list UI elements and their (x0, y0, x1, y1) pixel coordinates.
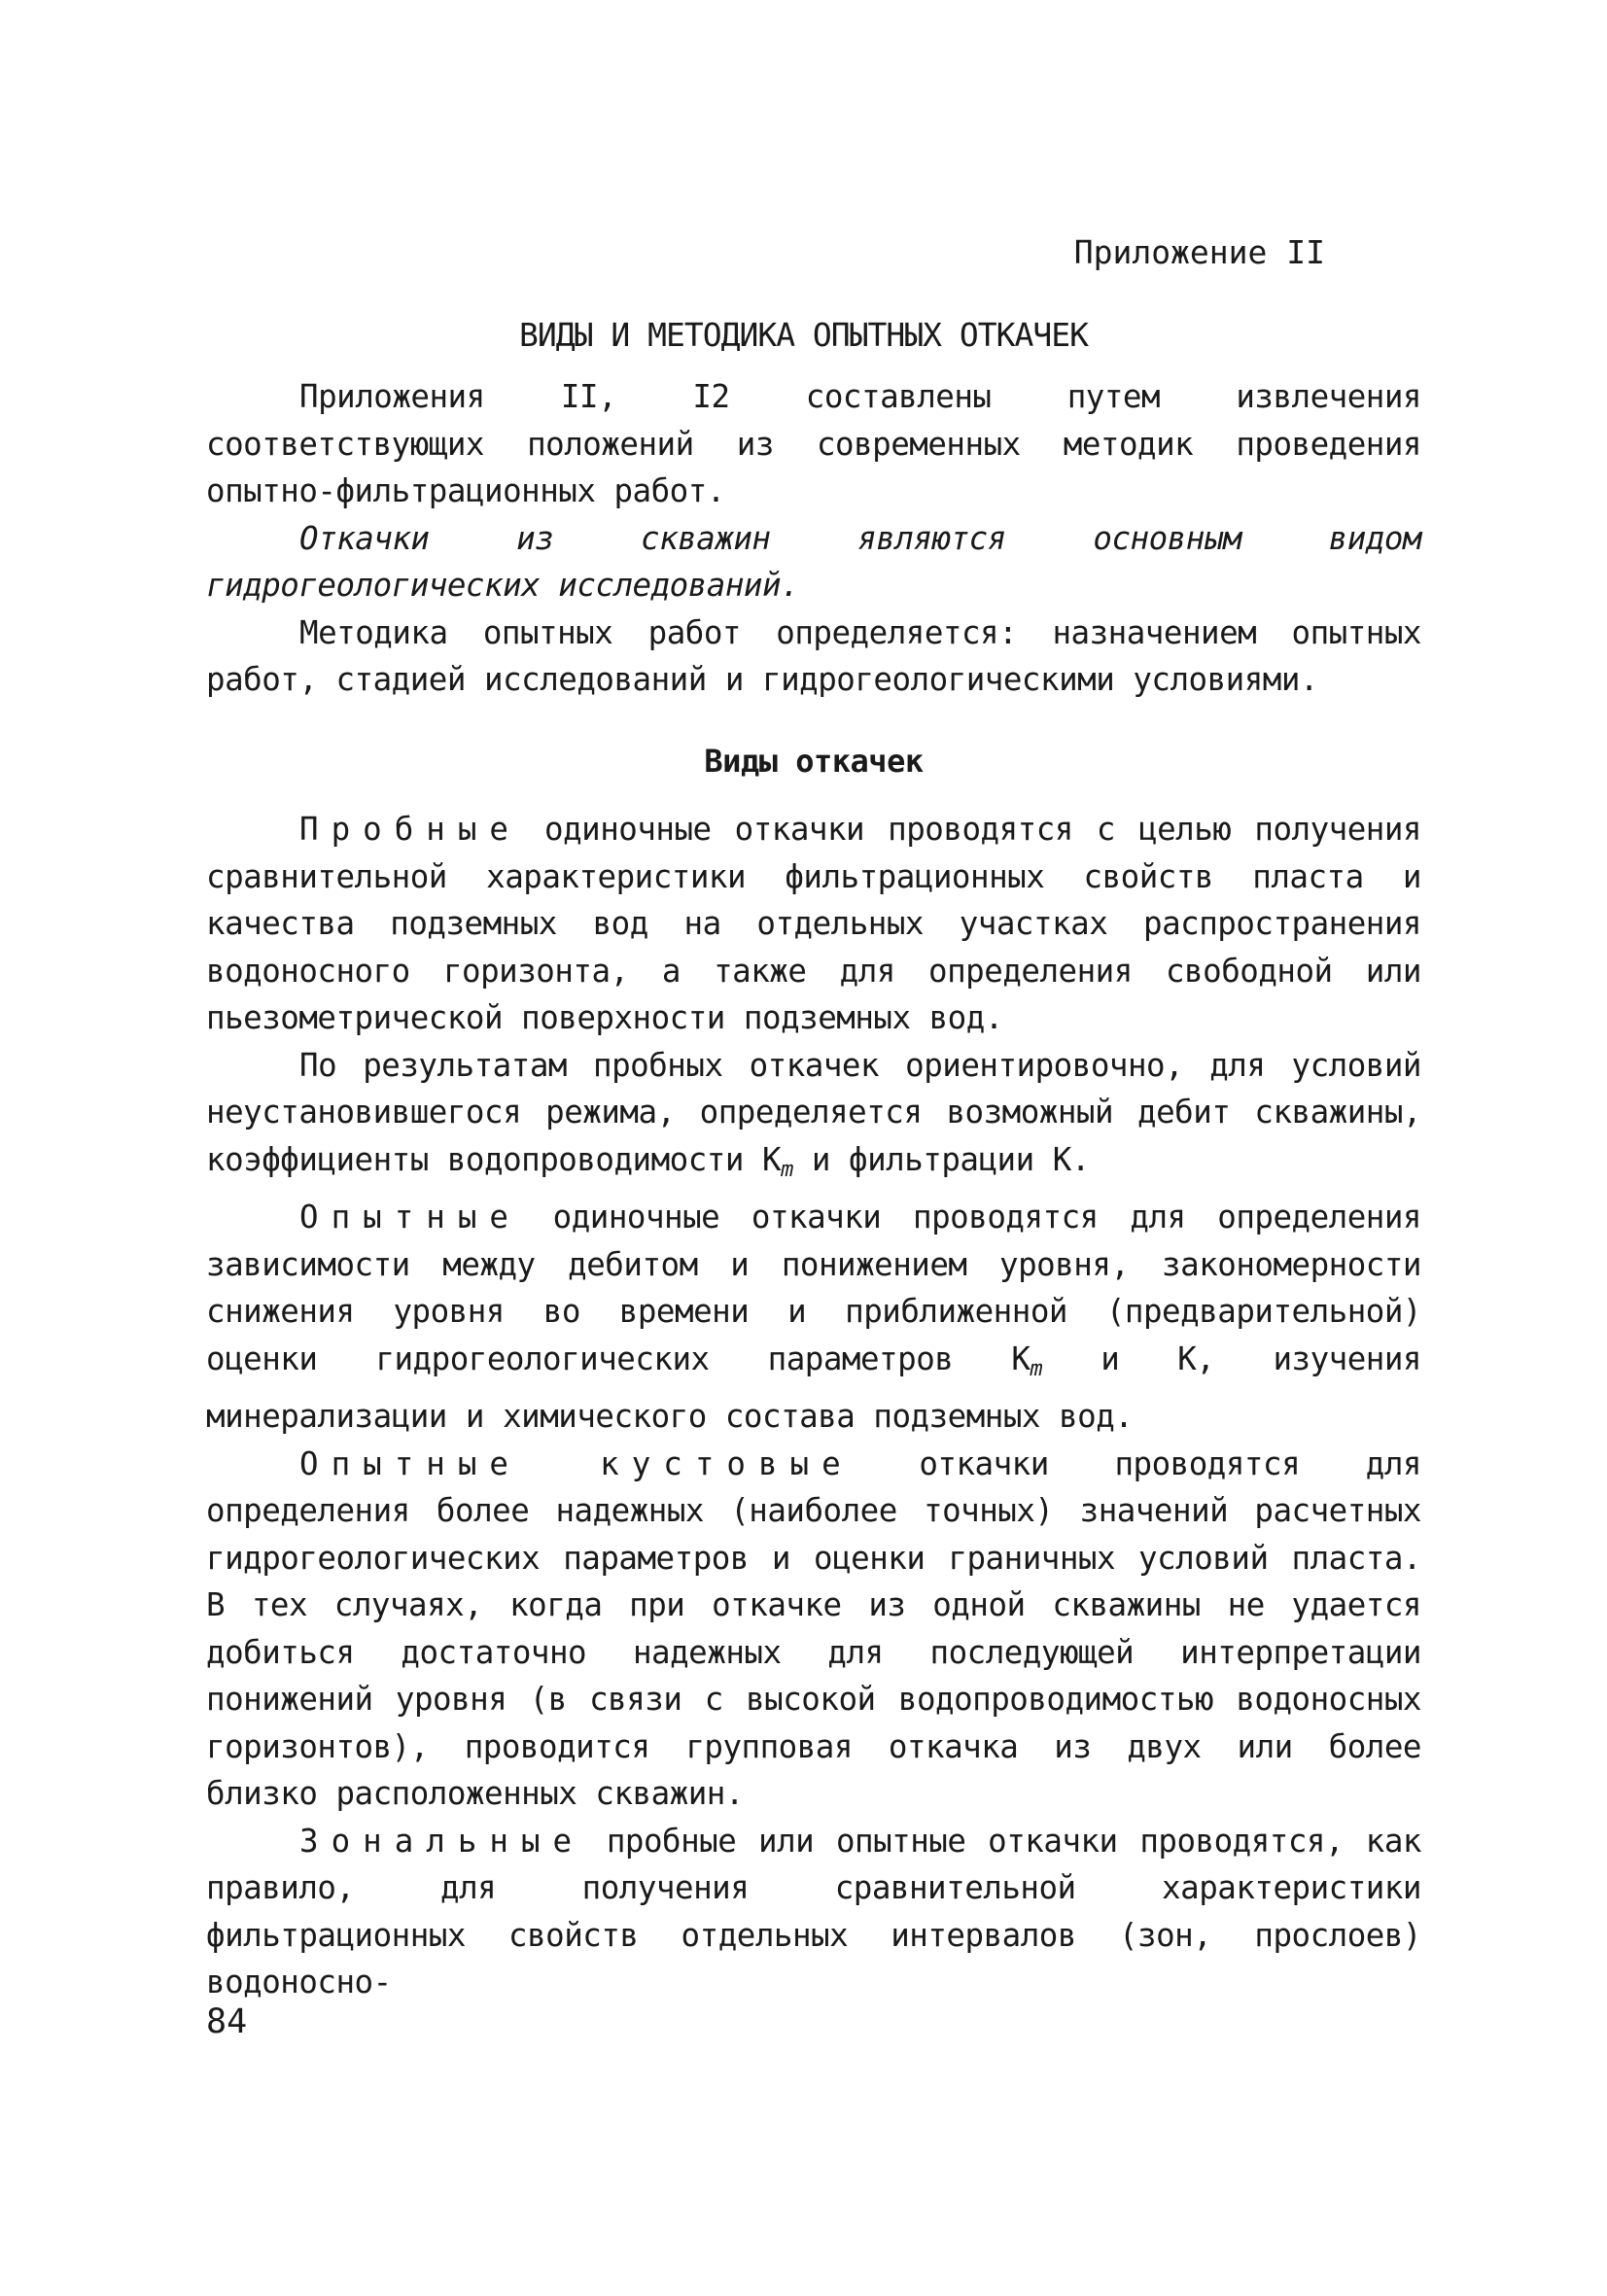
experimental-subscript: m (1030, 1356, 1043, 1381)
cluster-paragraph (206, 1441, 1421, 1818)
trial-paragraph (206, 806, 1421, 1042)
zonal-paragraph (206, 1818, 1421, 2006)
appendix-label: Приложение II (1073, 233, 1325, 271)
cluster-term: Опытные кустовые (299, 1444, 854, 1482)
trial-term: Пробные (299, 811, 521, 848)
zonal-text: пробные или опытные откачки проводятся, как правило, для получения сравнительной характеристики фильтрационных свойств отдельных интервалов (зон, прослоев) водоносно- (206, 1822, 1421, 2000)
intro-paragraph-2 (206, 515, 1421, 609)
intro-paragraph-2-text: Откачки из скважин являются основным видом гидрогеологических исследований. (206, 519, 1421, 604)
body-text (206, 373, 1421, 2006)
trial-results-text: По результатам пробных откачек ориентировочно, для условий неустановившегося режима, определяется возможный дебит скважины, коэффициенты водопроводимости К (206, 1046, 1421, 1178)
intro-paragraph-3: Методика опытных работ определяется: назначением опытных работ, стадией исследований и гидрогеологическими условиями. (206, 613, 1421, 698)
experimental-term: Опытные (299, 1199, 521, 1235)
trial-results-paragraph (206, 1042, 1421, 1195)
intro-paragraph-1: Приложения II, I2 составлены путем извлечения соответствующих положений из современных методик проведения опытно-фильтрационных работ. (206, 378, 1421, 509)
page-number: 84 (206, 2002, 248, 2041)
experimental-text-end: и К, изучения минерализации и химического состава подземных вод. (206, 1339, 1421, 1435)
trial-results-subscript: m (781, 1157, 793, 1182)
experimental-paragraph (206, 1194, 1421, 1441)
trial-results-text-end: и фильтрации К. (792, 1140, 1090, 1178)
trial-text: одиночные откачки проводятся с целью получения сравнительной характеристики фильтрационных свойств пласта и качества подземных вод на отдельных участках распространения водоносного горизонта, а также для определения свободной или пьезометрической поверхности подземных вод. (206, 811, 1421, 1036)
cluster-text: откачки проводятся для определения более надежных (наиболее точных) значений расчетных гидрогеологических параметров и оценки граничных условий пласта. В тех случаях, когда при откачке из одной скважины не удается добиться достаточно надежных для последующей интерпретации понижений уровня (в связи с высокой водопроводимостью водоносных горизонтов), проводится групповая откачка из двух или более близко расположенных скважин. (206, 1444, 1421, 1812)
zonal-term: Зональные (299, 1822, 585, 1860)
experimental-text: одиночные откачки проводятся для определения зависимости между дебитом и понижением уровня, закономерности снижения уровня во времени и приближенной (предварительной) оценки гидрогеологических параметров К (206, 1199, 1421, 1377)
section-heading: Виды откачек (704, 742, 924, 780)
page-title: ВИДЫ И МЕТОДИКА ОПЫТНЫХ ОТКАЧЕК (519, 316, 1088, 354)
